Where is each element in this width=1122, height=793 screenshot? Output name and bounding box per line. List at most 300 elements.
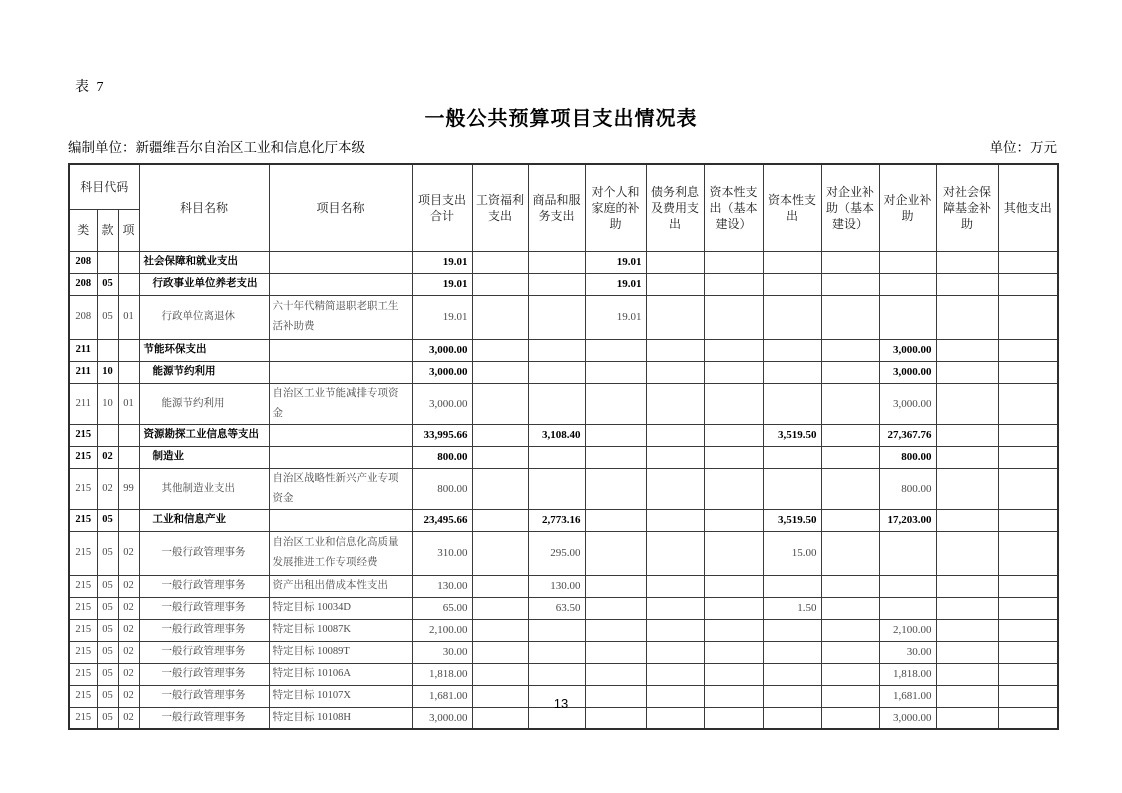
cell-capital xyxy=(763,619,821,641)
cell-subject: 一般行政管理事务 xyxy=(139,685,269,707)
cell-subject: 一般行政管理事务 xyxy=(139,597,269,619)
cell-project xyxy=(269,361,412,383)
cell-entbasic xyxy=(821,273,879,295)
header-debt-interest: 债务利息及费用支出 xyxy=(646,164,704,251)
cell-personal xyxy=(585,446,646,468)
table-row xyxy=(69,273,1058,295)
cell-total: 30.00 xyxy=(412,641,472,663)
cell-total: 1,818.00 xyxy=(412,663,472,685)
cell-debt xyxy=(646,383,704,424)
cell-salary xyxy=(472,251,528,273)
cell-enterprise: 27,367.76 xyxy=(879,424,936,446)
cell-c3 xyxy=(118,339,139,361)
cell-total: 2,100.00 xyxy=(412,619,472,641)
cell-c2: 05 xyxy=(97,295,118,339)
cell-enterprise xyxy=(879,251,936,273)
header-row-top xyxy=(69,164,1058,209)
cell-c2: 05 xyxy=(97,509,118,531)
cell-salary xyxy=(472,663,528,685)
cell-other xyxy=(998,424,1058,446)
cell-goods xyxy=(528,295,585,339)
cell-debt xyxy=(646,273,704,295)
cell-personal xyxy=(585,531,646,575)
cell-subject: 资源勘探工业信息等支出 xyxy=(139,424,269,446)
cell-salary xyxy=(472,468,528,509)
cell-enterprise: 1,818.00 xyxy=(879,663,936,685)
cell-enterprise: 3,000.00 xyxy=(879,339,936,361)
cell-debt xyxy=(646,597,704,619)
cell-c1: 215 xyxy=(69,575,97,597)
cell-subject: 一般行政管理事务 xyxy=(139,641,269,663)
cell-subject: 一般行政管理事务 xyxy=(139,619,269,641)
page-title: 一般公共预算项目支出情况表 xyxy=(424,108,698,130)
cell-other xyxy=(998,641,1058,663)
cell-personal xyxy=(585,361,646,383)
cell-enterprise: 17,203.00 xyxy=(879,509,936,531)
cell-goods xyxy=(528,468,585,509)
cell-debt xyxy=(646,531,704,575)
cell-social xyxy=(936,597,998,619)
cell-c3: 01 xyxy=(118,295,139,339)
cell-project: 特定目标 10087K xyxy=(269,619,412,641)
cell-social xyxy=(936,383,998,424)
header-subject-name: 科目名称 xyxy=(139,164,269,251)
cell-entbasic xyxy=(821,641,879,663)
cell-total: 23,495.66 xyxy=(412,509,472,531)
cell-capbasic xyxy=(704,663,763,685)
cell-enterprise xyxy=(879,575,936,597)
cell-subject: 行政单位离退休 xyxy=(139,295,269,339)
cell-social xyxy=(936,531,998,575)
cell-c2: 10 xyxy=(97,383,118,424)
unit-label: 单位：万元 xyxy=(989,140,1057,155)
cell-c2: 05 xyxy=(97,663,118,685)
cell-other xyxy=(998,509,1058,531)
header-code-section: 款 xyxy=(97,209,118,251)
cell-personal xyxy=(585,339,646,361)
cell-salary xyxy=(472,339,528,361)
cell-capital xyxy=(763,339,821,361)
cell-subject: 社会保障和就业支出 xyxy=(139,251,269,273)
cell-c1: 215 xyxy=(69,641,97,663)
cell-social xyxy=(936,295,998,339)
table-row xyxy=(69,531,1058,575)
cell-capbasic xyxy=(704,446,763,468)
cell-total: 800.00 xyxy=(412,446,472,468)
cell-goods xyxy=(528,273,585,295)
table-row xyxy=(69,468,1058,509)
cell-entbasic xyxy=(821,663,879,685)
cell-salary xyxy=(472,295,528,339)
cell-c1: 215 xyxy=(69,446,97,468)
cell-project: 六十年代精简退职老职工生活补助费 xyxy=(269,295,412,339)
cell-debt xyxy=(646,663,704,685)
cell-capital: 15.00 xyxy=(763,531,821,575)
cell-salary xyxy=(472,361,528,383)
cell-subject: 行政事业单位养老支出 xyxy=(139,273,269,295)
cell-c2: 05 xyxy=(97,597,118,619)
header-project-name: 项目名称 xyxy=(269,164,412,251)
cell-other xyxy=(998,619,1058,641)
cell-total: 65.00 xyxy=(412,597,472,619)
header-other: 其他支出 xyxy=(998,164,1058,251)
cell-debt xyxy=(646,446,704,468)
cell-c1: 215 xyxy=(69,531,97,575)
cell-goods xyxy=(528,339,585,361)
cell-other xyxy=(998,597,1058,619)
header-social-security: 对社会保障基金补助 xyxy=(936,164,998,251)
cell-project xyxy=(269,424,412,446)
cell-c2: 05 xyxy=(97,575,118,597)
cell-capbasic xyxy=(704,468,763,509)
cell-subject: 节能环保支出 xyxy=(139,339,269,361)
cell-c1: 215 xyxy=(69,707,97,729)
cell-c2: 05 xyxy=(97,641,118,663)
cell-personal xyxy=(585,575,646,597)
cell-other xyxy=(998,446,1058,468)
cell-subject: 工业和信息产业 xyxy=(139,509,269,531)
cell-c3: 02 xyxy=(118,531,139,575)
cell-social xyxy=(936,251,998,273)
cell-personal: 19.01 xyxy=(585,273,646,295)
cell-other xyxy=(998,251,1058,273)
cell-social xyxy=(936,641,998,663)
cell-salary xyxy=(472,509,528,531)
cell-capital xyxy=(763,446,821,468)
table-row xyxy=(69,509,1058,531)
table-row xyxy=(69,383,1058,424)
cell-c2: 05 xyxy=(97,273,118,295)
cell-enterprise xyxy=(879,295,936,339)
cell-entbasic xyxy=(821,468,879,509)
cell-project: 特定目标 10089T xyxy=(269,641,412,663)
cell-capital xyxy=(763,361,821,383)
header-enterprise-basic: 对企业补助（基本建设） xyxy=(821,164,879,251)
header-enterprise: 对企业补助 xyxy=(879,164,936,251)
cell-enterprise: 3,000.00 xyxy=(879,707,936,729)
cell-c2: 02 xyxy=(97,468,118,509)
cell-c2: 05 xyxy=(97,707,118,729)
cell-c3: 99 xyxy=(118,468,139,509)
cell-c1: 208 xyxy=(69,251,97,273)
cell-total: 19.01 xyxy=(412,295,472,339)
cell-c3: 02 xyxy=(118,575,139,597)
meta-row xyxy=(68,136,1057,156)
table-row xyxy=(69,339,1058,361)
cell-capital xyxy=(763,383,821,424)
cell-personal xyxy=(585,468,646,509)
cell-c3: 02 xyxy=(118,685,139,707)
cell-enterprise: 2,100.00 xyxy=(879,619,936,641)
cell-personal: 19.01 xyxy=(585,295,646,339)
cell-salary xyxy=(472,273,528,295)
cell-goods xyxy=(528,383,585,424)
header-salary: 工资福利支出 xyxy=(472,164,528,251)
cell-social xyxy=(936,468,998,509)
cell-total: 3,000.00 xyxy=(412,361,472,383)
cell-subject: 一般行政管理事务 xyxy=(139,575,269,597)
cell-c1: 215 xyxy=(69,619,97,641)
cell-entbasic xyxy=(821,619,879,641)
cell-subject: 一般行政管理事务 xyxy=(139,707,269,729)
cell-subject: 能源节约利用 xyxy=(139,383,269,424)
cell-personal xyxy=(585,597,646,619)
cell-personal xyxy=(585,663,646,685)
cell-entbasic xyxy=(821,361,879,383)
cell-entbasic xyxy=(821,383,879,424)
cell-other xyxy=(998,575,1058,597)
cell-goods: 295.00 xyxy=(528,531,585,575)
cell-capbasic xyxy=(704,597,763,619)
cell-other xyxy=(998,295,1058,339)
cell-social xyxy=(936,663,998,685)
budget-table-body xyxy=(69,251,1058,729)
cell-capbasic xyxy=(704,251,763,273)
cell-c3 xyxy=(118,361,139,383)
cell-total: 310.00 xyxy=(412,531,472,575)
header-personal-family: 对个人和家庭的补助 xyxy=(585,164,646,251)
cell-social xyxy=(936,446,998,468)
cell-total: 33,995.66 xyxy=(412,424,472,446)
cell-project xyxy=(269,446,412,468)
cell-capbasic xyxy=(704,339,763,361)
cell-entbasic xyxy=(821,251,879,273)
cell-capital xyxy=(763,273,821,295)
cell-entbasic xyxy=(821,295,879,339)
cell-social xyxy=(936,273,998,295)
cell-c1: 215 xyxy=(69,424,97,446)
table-row xyxy=(69,575,1058,597)
cell-capbasic xyxy=(704,619,763,641)
cell-total: 130.00 xyxy=(412,575,472,597)
cell-project: 自治区战略性新兴产业专项资金 xyxy=(269,468,412,509)
cell-c2: 05 xyxy=(97,619,118,641)
cell-other xyxy=(998,468,1058,509)
cell-total: 3,000.00 xyxy=(412,383,472,424)
cell-debt xyxy=(646,641,704,663)
cell-personal: 19.01 xyxy=(585,251,646,273)
cell-other xyxy=(998,663,1058,685)
cell-c3: 02 xyxy=(118,619,139,641)
cell-c3: 02 xyxy=(118,597,139,619)
cell-project xyxy=(269,509,412,531)
cell-total: 19.01 xyxy=(412,251,472,273)
cell-debt xyxy=(646,339,704,361)
cell-goods: 130.00 xyxy=(528,575,585,597)
table-row xyxy=(69,251,1058,273)
cell-capital: 3,519.50 xyxy=(763,424,821,446)
cell-entbasic xyxy=(821,424,879,446)
cell-salary xyxy=(472,446,528,468)
cell-project: 资产出租出借成本性支出 xyxy=(269,575,412,597)
cell-c3: 02 xyxy=(118,641,139,663)
cell-c2: 10 xyxy=(97,361,118,383)
cell-debt xyxy=(646,361,704,383)
cell-capital xyxy=(763,468,821,509)
cell-enterprise xyxy=(879,531,936,575)
budget-table xyxy=(68,163,1059,730)
cell-c3: 02 xyxy=(118,707,139,729)
cell-c1: 215 xyxy=(69,509,97,531)
cell-salary xyxy=(472,575,528,597)
page-number: 13 xyxy=(553,696,569,711)
cell-c2: 02 xyxy=(97,446,118,468)
table-row xyxy=(69,663,1058,685)
prepared-by-label: 编制单位：新疆维吾尔自治区工业和信息化厅本级 xyxy=(68,140,365,155)
cell-social xyxy=(936,361,998,383)
cell-debt xyxy=(646,251,704,273)
cell-other xyxy=(998,273,1058,295)
cell-project: 特定目标 10108H xyxy=(269,707,412,729)
cell-enterprise: 1,681.00 xyxy=(879,685,936,707)
cell-enterprise xyxy=(879,597,936,619)
cell-enterprise: 3,000.00 xyxy=(879,361,936,383)
cell-c2: 05 xyxy=(97,531,118,575)
cell-c2: 05 xyxy=(97,685,118,707)
cell-enterprise: 3,000.00 xyxy=(879,383,936,424)
cell-personal xyxy=(585,424,646,446)
table-row xyxy=(69,641,1058,663)
cell-capbasic xyxy=(704,424,763,446)
table-row xyxy=(69,619,1058,641)
cell-enterprise: 800.00 xyxy=(879,468,936,509)
cell-enterprise: 800.00 xyxy=(879,446,936,468)
cell-entbasic xyxy=(821,509,879,531)
cell-capbasic xyxy=(704,295,763,339)
cell-social xyxy=(936,339,998,361)
cell-capbasic xyxy=(704,273,763,295)
cell-debt xyxy=(646,575,704,597)
cell-c3 xyxy=(118,251,139,273)
cell-debt xyxy=(646,619,704,641)
cell-personal xyxy=(585,383,646,424)
cell-debt xyxy=(646,295,704,339)
cell-other xyxy=(998,531,1058,575)
cell-salary xyxy=(472,383,528,424)
cell-c1: 215 xyxy=(69,597,97,619)
cell-goods: 63.50 xyxy=(528,597,585,619)
cell-subject: 制造业 xyxy=(139,446,269,468)
cell-salary xyxy=(472,424,528,446)
cell-other xyxy=(998,361,1058,383)
cell-project xyxy=(269,339,412,361)
cell-enterprise xyxy=(879,273,936,295)
cell-c1: 211 xyxy=(69,361,97,383)
cell-entbasic xyxy=(821,446,879,468)
cell-project: 自治区工业和信息化高质量发展推进工作专项经费 xyxy=(269,531,412,575)
cell-subject: 一般行政管理事务 xyxy=(139,663,269,685)
cell-c1: 215 xyxy=(69,468,97,509)
cell-c1: 215 xyxy=(69,685,97,707)
cell-debt xyxy=(646,424,704,446)
cell-personal xyxy=(585,641,646,663)
cell-social xyxy=(936,424,998,446)
cell-subject: 其他制造业支出 xyxy=(139,468,269,509)
cell-debt xyxy=(646,468,704,509)
cell-goods: 2,773.16 xyxy=(528,509,585,531)
header-capital: 资本性支出 xyxy=(763,164,821,251)
cell-c1: 211 xyxy=(69,339,97,361)
table-row xyxy=(69,446,1058,468)
cell-capital xyxy=(763,663,821,685)
cell-capbasic xyxy=(704,383,763,424)
cell-goods xyxy=(528,446,585,468)
cell-c3 xyxy=(118,509,139,531)
header-code-item: 项 xyxy=(118,209,139,251)
cell-subject: 一般行政管理事务 xyxy=(139,531,269,575)
cell-capbasic xyxy=(704,361,763,383)
cell-goods: 3,108.40 xyxy=(528,424,585,446)
table-row xyxy=(69,361,1058,383)
cell-project: 特定目标 10107X xyxy=(269,685,412,707)
cell-capital xyxy=(763,295,821,339)
cell-project: 特定目标 10034D xyxy=(269,597,412,619)
cell-other xyxy=(998,339,1058,361)
cell-entbasic xyxy=(821,531,879,575)
cell-entbasic xyxy=(821,597,879,619)
header-goods-services: 商品和服务支出 xyxy=(528,164,585,251)
cell-salary xyxy=(472,597,528,619)
cell-capbasic xyxy=(704,509,763,531)
cell-capital xyxy=(763,251,821,273)
cell-c1: 215 xyxy=(69,663,97,685)
cell-social xyxy=(936,619,998,641)
cell-c1: 208 xyxy=(69,273,97,295)
cell-salary xyxy=(472,641,528,663)
cell-c2 xyxy=(97,424,118,446)
cell-enterprise: 30.00 xyxy=(879,641,936,663)
cell-subject: 能源节约利用 xyxy=(139,361,269,383)
cell-salary xyxy=(472,531,528,575)
cell-goods xyxy=(528,641,585,663)
cell-total: 1,681.00 xyxy=(412,685,472,707)
table-row xyxy=(69,424,1058,446)
cell-c3: 02 xyxy=(118,663,139,685)
cell-c3 xyxy=(118,424,139,446)
cell-c3 xyxy=(118,273,139,295)
cell-total: 3,000.00 xyxy=(412,707,472,729)
cell-capital xyxy=(763,575,821,597)
cell-capbasic xyxy=(704,575,763,597)
cell-c3: 01 xyxy=(118,383,139,424)
cell-total: 800.00 xyxy=(412,468,472,509)
table-row xyxy=(69,295,1058,339)
cell-c2 xyxy=(97,339,118,361)
cell-goods xyxy=(528,361,585,383)
header-subject-code: 科目代码 xyxy=(69,164,139,209)
cell-goods xyxy=(528,251,585,273)
cell-entbasic xyxy=(821,575,879,597)
cell-social xyxy=(936,575,998,597)
cell-capital xyxy=(763,641,821,663)
cell-project: 自治区工业节能减排专项资金 xyxy=(269,383,412,424)
header-capital-basic: 资本性支出（基本建设） xyxy=(704,164,763,251)
cell-personal xyxy=(585,509,646,531)
cell-personal xyxy=(585,619,646,641)
cell-c3 xyxy=(118,446,139,468)
cell-debt xyxy=(646,509,704,531)
cell-project xyxy=(269,251,412,273)
cell-other xyxy=(998,383,1058,424)
cell-total: 3,000.00 xyxy=(412,339,472,361)
sheet-label: 表 7 xyxy=(75,80,106,95)
cell-goods xyxy=(528,663,585,685)
header-total: 项目支出合计 xyxy=(412,164,472,251)
cell-salary xyxy=(472,619,528,641)
cell-project: 特定目标 10106A xyxy=(269,663,412,685)
cell-capital: 1.50 xyxy=(763,597,821,619)
cell-c2 xyxy=(97,251,118,273)
